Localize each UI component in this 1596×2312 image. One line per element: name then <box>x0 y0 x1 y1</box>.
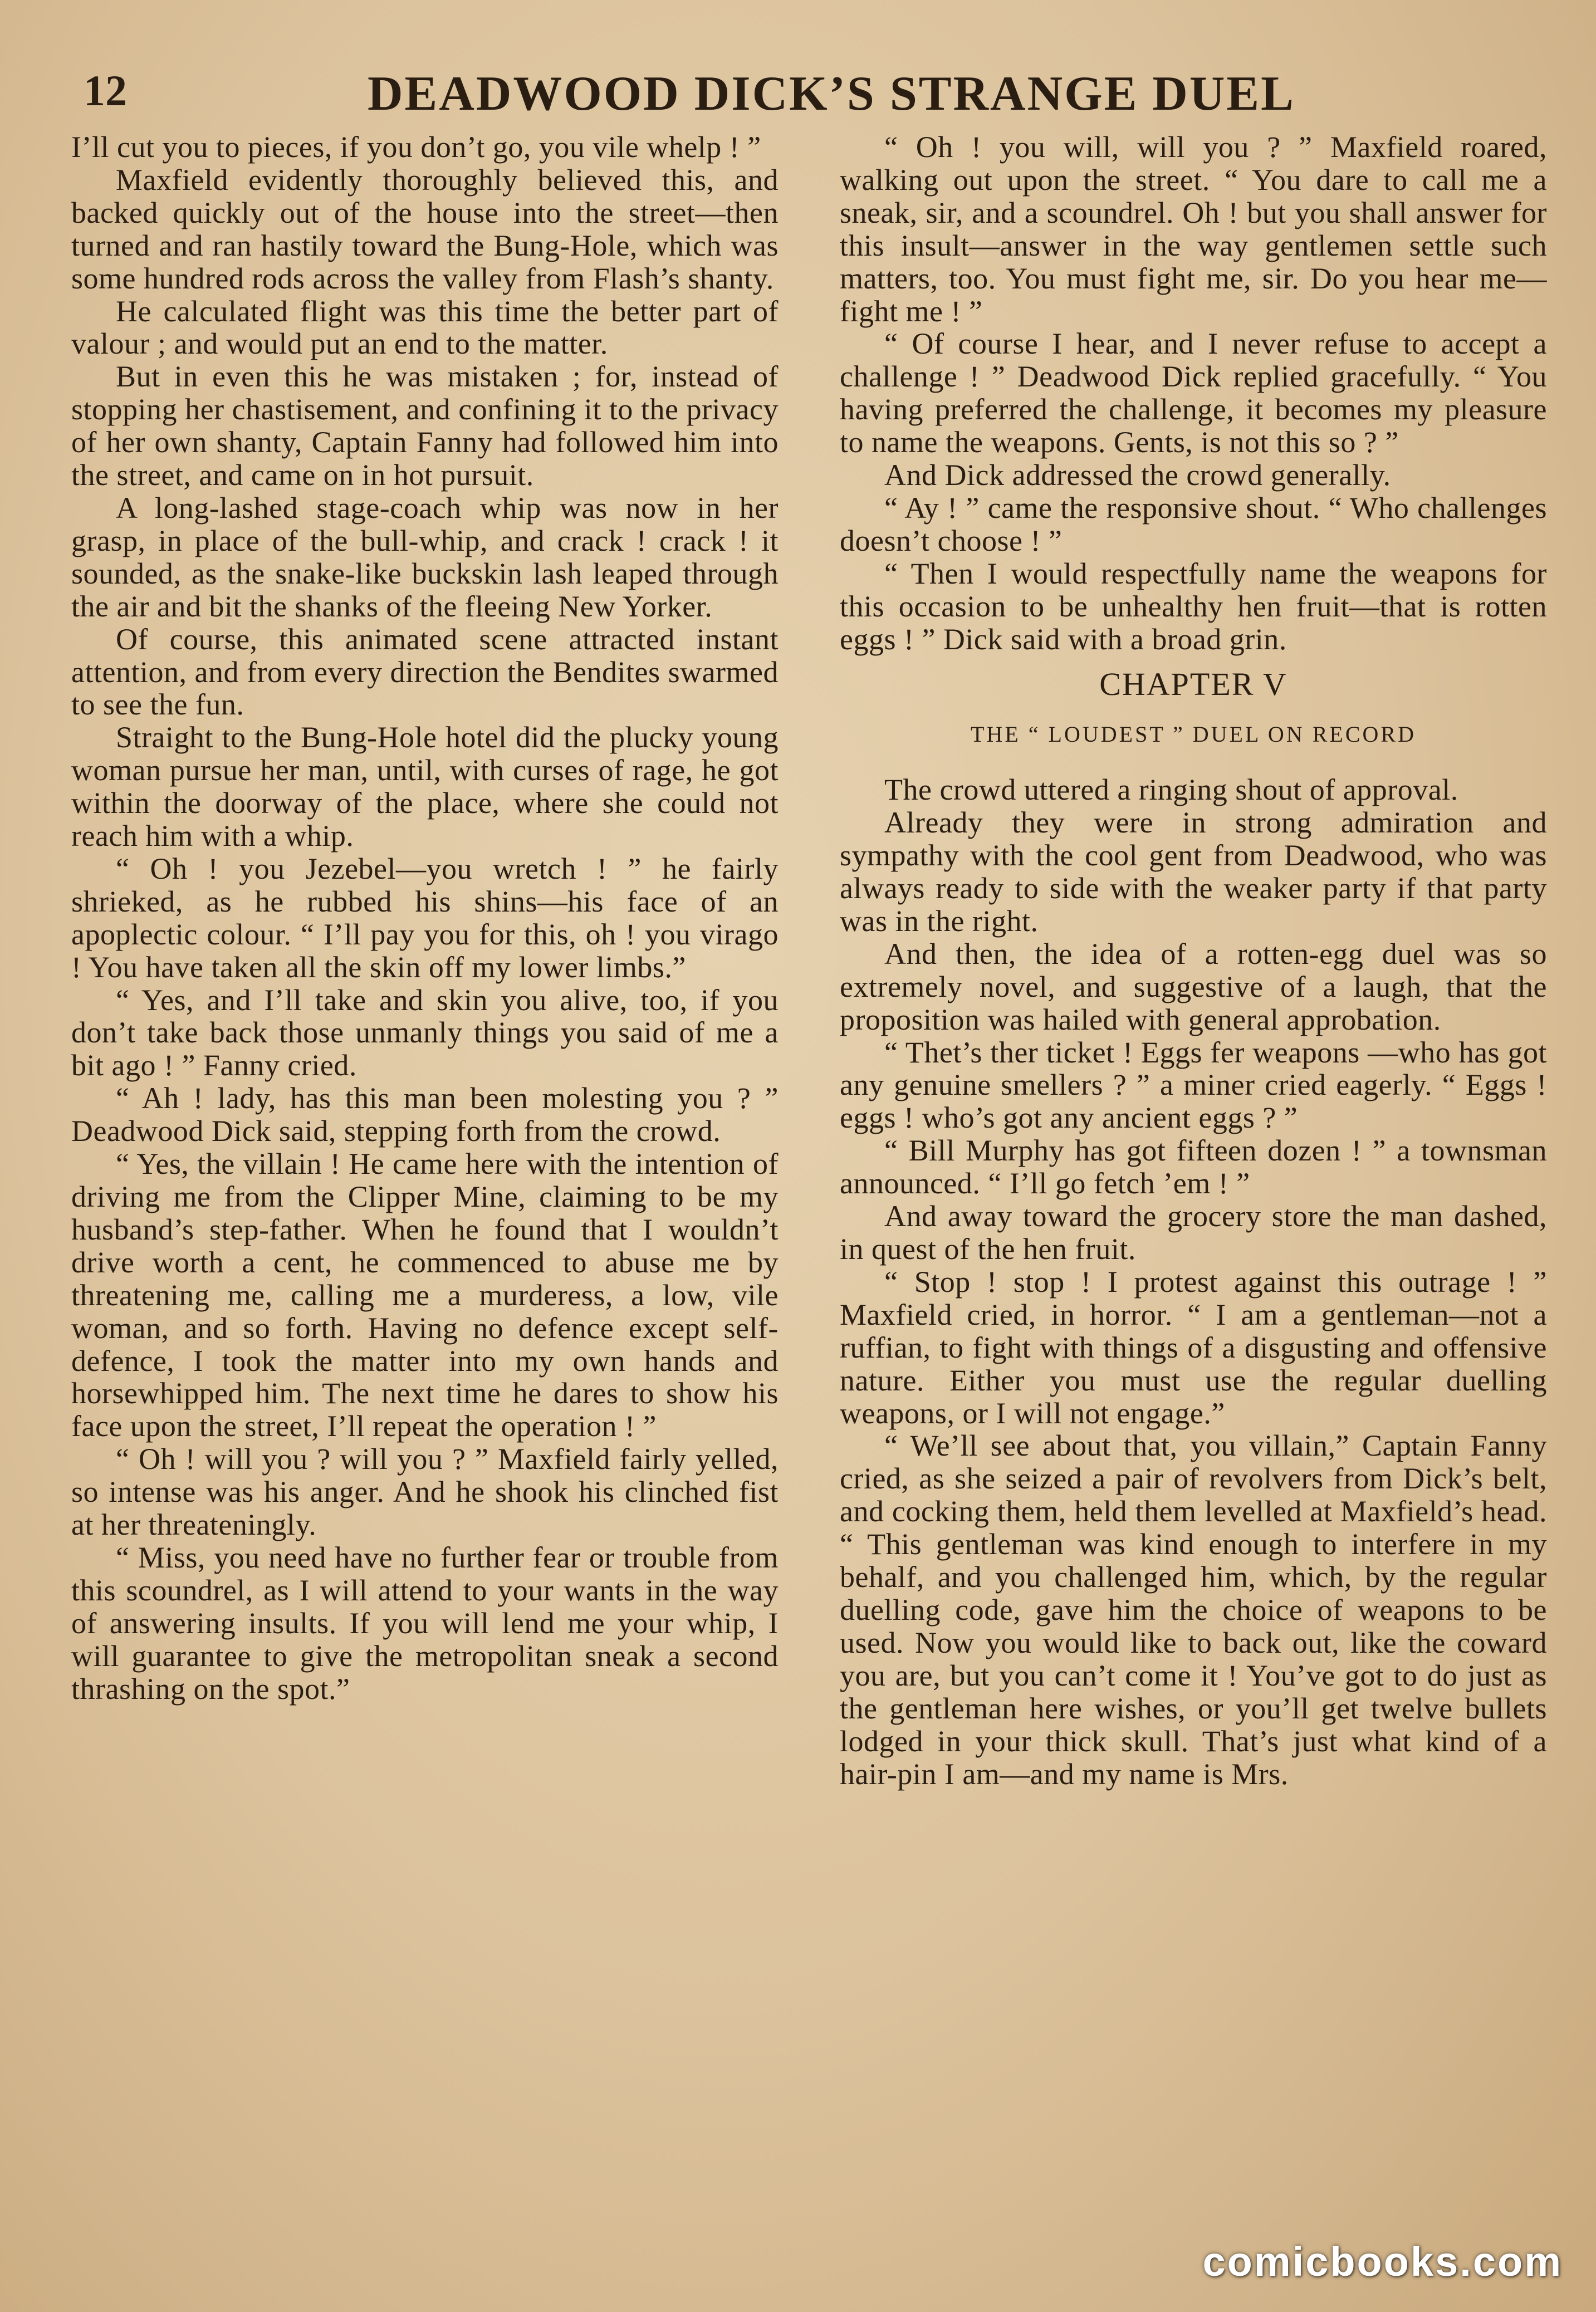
paragraph: Of course, this animated scene attracted instant attention, and from every direction the Bendites swarmed to see the fun. <box>71 622 779 722</box>
paragraph: And Dick addressed the crowd generally. <box>884 458 1391 492</box>
watermark: comicbooks.com <box>1202 2238 1563 2285</box>
paragraph: I’ll cut you to pieces, if you don’t go, you vile whelp ! ” <box>71 130 761 164</box>
running-title: DEADWOOD DICK’S STRANGE DUEL <box>368 67 1295 121</box>
paragraph: Straight to the Bung-Hole hotel did the plucky young woman pursue her man, until, with curses of rage, he got within the doorway of the place, where she could not reach him with a whip. <box>71 721 779 853</box>
paragraph: “ Bill Murphy has got fifteen dozen ! ” a townsman announced. “ I’ll go fetch ’em ! ” <box>840 1134 1547 1201</box>
page-header <box>84 66 1548 127</box>
paragraph: “ Oh ! you Jezebel—you wretch ! ” he fairly shrieked, as he rubbed his shins—his face of an apoplectic colour. “ I’ll pay you for this, oh ! you virago ! You have taken all the skin off my lower limbs.” <box>71 851 779 984</box>
paragraph: Maxfield evidently thoroughly believed this, and backed quickly out of the house into the street—then turned and ran hastily toward the Bung-Hole, which was some hundred rods across the valley from Flash’s shanty. <box>71 163 779 295</box>
paragraph: “ Stop ! stop ! I protest against this outrage ! ” Maxfield cried, in horror. “ I am a gentleman—not a ruffian, to fight with things of a disgusting and offensive nature. Either you must use the regular duelling weapons, or I will not engage.” <box>840 1265 1547 1430</box>
paragraph: “ Yes, and I’ll take and skin you alive, too, if you don’t take back those unmanly things you said of me a bit ago ! ” Fanny cried. <box>71 983 779 1082</box>
paragraph: “ Ay ! ” came the responsive shout. “ Who challenges doesn’t choose ! ” <box>840 491 1547 557</box>
right-column <box>840 131 1547 1790</box>
paragraph: “ We’ll see about that, you villain,” Captain Fanny cried, as she seized a pair of revolvers from Dick’s belt, and cocking them, held them levelled at Maxfield’s head. “ This gentleman was kind enough to interfere in my behalf, and you challenged him, which, by the regular duelling code, gave him the choice of weapons to be used. Now you would like to back out, like the coward you are, but you can’t come it ! You’ve got to do just as the gentleman here wishes, or you’ll get twelve bullets lodged in your thick skull. That’s just what kind of a hair-pin I am—and my name is Mrs. <box>840 1429 1547 1791</box>
page-number: 12 <box>84 66 127 115</box>
paragraph: “ Yes, the villain ! He came here with the intention of driving me from the Clipper Mine, claiming to be my husband’s step-father. When he found that I wouldn’t drive worth a cent, he commenced to abuse me by threatening me, calling me a murderess, a low, vile woman, and so forth. Having no defence except self-defence, I took the matter into my own hands and horsewhipped him. The next time he dares to show his face upon the street, I’ll repeat the operation ! ” <box>71 1147 779 1443</box>
chapter-title: CHAPTER V <box>1099 665 1287 702</box>
paragraph: “ Of course I hear, and I never refuse to accept a challenge ! ” Deadwood Dick replied gracefully. “ You having preferred the challenge, it becomes my pleasure to name the weapons. Gents, is not this so ? ” <box>840 327 1547 459</box>
paragraph: “ Oh ! will you ? will you ? ” Maxfield fairly yelled, so intense was his anger. And he shook his clinched fist at her threateningly. <box>71 1442 779 1542</box>
paragraph: “ Oh ! you will, will you ? ” Maxfield roared, walking out upon the street. “ You dare to call me a sneak, sir, and a scoundrel. Oh ! but you shall answer for this insult—answer in the way gentlemen settle such matters, too. You must fight me, sir. Do you hear me—fight me ! ” <box>840 130 1547 328</box>
left-column <box>71 131 779 1706</box>
paragraph: A long-lashed stage-coach whip was now in her grasp, in place of the bull-whip, and crack ! crack ! it sounded, as the snake-like buckskin lash leaped through the air and bit the shanks of the fleeing New Yorker. <box>71 491 779 623</box>
paragraph: He calculated flight was this time the better part of valour ; and would put an end to the matter. <box>71 294 779 361</box>
paragraph: And away toward the grocery store the man dashed, in quest of the hen fruit. <box>840 1199 1547 1266</box>
chapter-subtitle: THE “ LOUDEST ” DUEL ON RECORD <box>971 722 1416 747</box>
paragraph: “ Miss, you need have no further fear or trouble from this scoundrel, as I will attend to your wants in the way of answering insults. If you will lend me your whip, I will guarantee to give the metropolitan sneak a second thrashing on the spot.” <box>71 1540 779 1706</box>
paragraph: “ Thet’s ther ticket ! Eggs fer weapons —who has got any genuine smellers ? ” a miner cried eagerly. “ Eggs ! eggs ! who’s got any ancient eggs ? ” <box>840 1035 1547 1135</box>
paragraph: The crowd uttered a ringing shout of approval. <box>884 773 1458 807</box>
paragraph: “ Ah ! lady, has this man been molesting you ? ” Deadwood Dick said, stepping forth from the crowd. <box>71 1081 779 1148</box>
paragraph: Already they were in strong admiration and sympathy with the cool gent from Deadwood, who was always ready to side with the weaker party if that party was in the right. <box>840 806 1547 938</box>
paragraph: But in even this he was mistaken ; for, instead of stopping her chastisement, and confining it to the privacy of her own shanty, Captain Fanny had followed him into the street, and came on in hot pursuit. <box>71 360 779 492</box>
paragraph: “ Then I would respectfully name the weapons for this occasion to be unhealthy hen fruit—that is rotten eggs ! ” Dick said with a broad grin. <box>840 556 1547 656</box>
paragraph: And then, the idea of a rotten-egg duel was so extremely novel, and suggestive of a laugh, that the proposition was hailed with general approbation. <box>840 937 1547 1036</box>
